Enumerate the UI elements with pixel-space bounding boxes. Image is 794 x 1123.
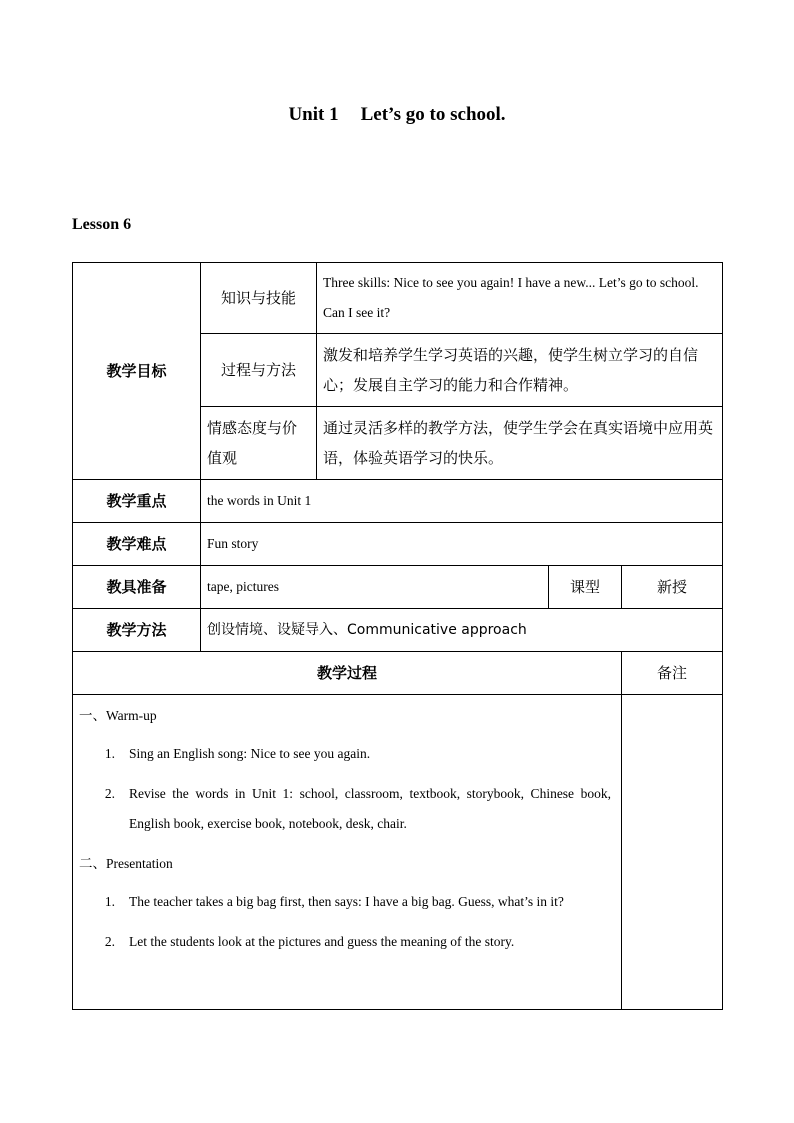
objective-row-skills (73, 263, 723, 334)
item-number: 2. (104, 786, 115, 801)
item-text: Revise the words in Unit 1: school, classroom, textbook, storybook, Chinese book, English book, exercise book, notebook, desk, chair. (129, 786, 611, 831)
materials-row (73, 566, 723, 609)
objective-text-skills: Three skills: Nice to see you again! I have a new... Let’s go to school. Can I see it? (317, 263, 723, 334)
objective-label-attitude: 情感态度与价值观 (201, 407, 317, 480)
key-point-row (73, 480, 723, 523)
lesson-heading: Lesson 6 (72, 216, 132, 233)
lesson-type-label: 课型 (549, 566, 622, 609)
item-number: 2. (104, 934, 115, 949)
process-header-row (73, 652, 723, 695)
difficulty-text: Fun story (201, 523, 723, 566)
difficulty-row (73, 523, 723, 566)
objective-label-process: 过程与方法 (201, 334, 317, 407)
materials-text: tape, pictures (201, 566, 549, 609)
objective-text-process: 激发和培养学生学习英语的兴趣，使学生树立学习的自信心；发展自主学习的能力和合作精神。 (317, 334, 723, 407)
section-title-warmup: 一、Warm-up (79, 708, 157, 723)
process-header: 教学过程 (73, 652, 622, 695)
document-title (0, 104, 794, 126)
lesson-plan-table (72, 262, 723, 1010)
item-text: Let the students look at the pictures and guess the meaning of the story. (129, 934, 515, 949)
process-content (73, 695, 622, 1010)
process-body-row (73, 695, 723, 1010)
title-unit: Unit 1 (288, 104, 339, 125)
item-number: 1. (104, 894, 115, 909)
objective-label-skills: 知识与技能 (201, 263, 317, 334)
objective-text-attitude: 通过灵活多样的教学方法，使学生学会在真实语境中应用英语，体验英语学习的快乐。 (317, 407, 723, 480)
item-text: The teacher takes a big bag first, then says: I have a big bag. Guess, what’s in it? (129, 894, 564, 909)
objectives-label: 教学目标 (73, 263, 201, 480)
method-text: 创设情境、设疑导入、Communicative approach (201, 609, 723, 652)
key-point-text: the words in Unit 1 (201, 480, 723, 523)
notes-cell (622, 695, 723, 1010)
lesson-type-value: 新授 (622, 566, 723, 609)
notes-header: 备注 (622, 652, 723, 695)
key-point-label: 教学重点 (73, 480, 201, 523)
item-number: 1. (104, 746, 115, 761)
list-item (79, 927, 615, 957)
list-item (79, 739, 615, 769)
section-title-presentation: 二、Presentation (79, 856, 173, 871)
method-label: 教学方法 (73, 609, 201, 652)
list-item (79, 887, 615, 917)
materials-label: 教具准备 (73, 566, 201, 609)
title-text: Let’s go to school. (360, 104, 506, 125)
list-item (79, 779, 615, 839)
method-row (73, 609, 723, 652)
difficulty-label: 教学难点 (73, 523, 201, 566)
item-text: Sing an English song: Nice to see you again. (129, 746, 371, 761)
